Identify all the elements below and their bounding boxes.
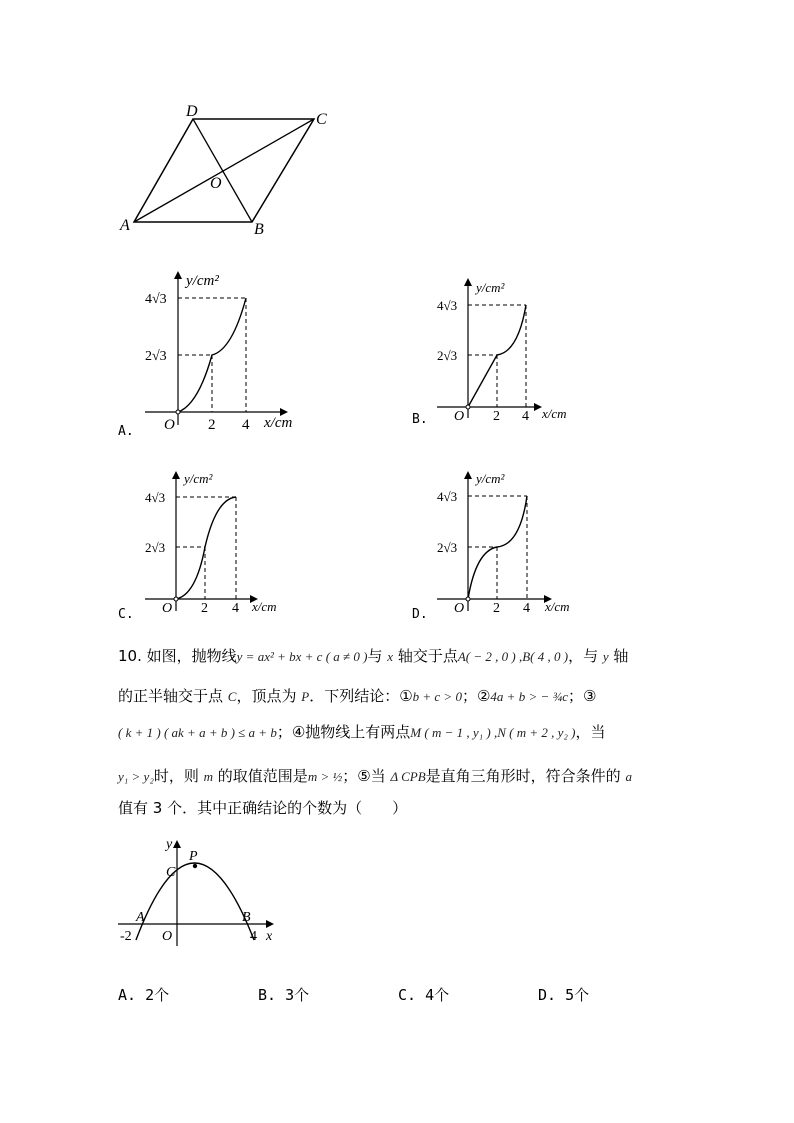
option-a-label: A. xyxy=(118,424,134,439)
y-tick-high: 4√3 xyxy=(145,292,167,307)
points-mn: M ( m − 1 , y₁ ) ,N ( m + 2 , y₂ ) xyxy=(410,725,576,740)
q-text-span: 时，则 xyxy=(153,767,204,785)
q-text-span: 是直角三角形时，符合条件的 xyxy=(425,767,626,785)
origin-label: O xyxy=(454,409,465,424)
conclusion-1: b + c > 0 xyxy=(412,689,462,704)
x-tick-4: 4 xyxy=(232,601,239,616)
label-y: y xyxy=(166,837,173,852)
choice-c[interactable]: C. 4个 xyxy=(398,986,450,1004)
vertex-p-dot xyxy=(193,864,197,868)
q-text-span: ．下列结论：① xyxy=(309,687,413,705)
point-c: C xyxy=(227,689,237,704)
var-x: x xyxy=(387,649,394,664)
label-c: C xyxy=(166,865,176,880)
question-number: 10. xyxy=(118,647,142,665)
points-ab: A( − 2 , 0 ) ,B( 4 , 0 ) xyxy=(457,649,569,664)
option-d-label: D. xyxy=(412,607,428,622)
question-10-line-4 xyxy=(118,766,698,787)
label-a: A xyxy=(120,217,130,234)
x-tick-2: 2 xyxy=(201,601,208,616)
q-text-span: 的正半轴交于点 xyxy=(118,687,228,705)
x-tick-2: 2 xyxy=(208,417,216,433)
origin-dot xyxy=(176,410,180,414)
q-text-span: ；③ xyxy=(568,687,597,705)
label-a: A xyxy=(136,910,145,925)
q-text-span: 的取值范围是 xyxy=(213,767,308,785)
label-x: x xyxy=(266,929,273,944)
origin-dot xyxy=(174,597,178,601)
label-o: O xyxy=(162,929,173,944)
label-d: D xyxy=(186,103,198,120)
choice-a[interactable]: A. 2个 xyxy=(118,986,170,1004)
x-axis-label: x/cm xyxy=(252,599,277,614)
y-axis-label: y/cm² xyxy=(186,273,219,289)
q-text-span: ；⑤当 xyxy=(342,767,391,785)
q-text-span: 轴交于点 xyxy=(393,647,458,665)
x-tick-2: 2 xyxy=(493,409,500,424)
q-text-span: ；④抛物线上有两点 xyxy=(276,723,411,741)
label-4: 4 xyxy=(250,929,257,944)
conclusion-3: ( k + 1 ) ( ak + a + b ) ≤ a + b xyxy=(118,725,277,740)
label-c: C xyxy=(316,111,327,128)
label-b: B xyxy=(242,910,251,925)
question-10-line-1 xyxy=(118,646,698,667)
x-tick-4: 4 xyxy=(523,601,530,616)
conclusion-2: 4a + b > − ¾c xyxy=(490,689,569,704)
y-arrow xyxy=(172,471,180,479)
q-text-span: 与 xyxy=(367,647,388,665)
graph-option-b xyxy=(432,272,602,432)
question-10-line-5: 值有 3 个．其中正确结论的个数为（ ） xyxy=(118,799,408,817)
rhombus-figure xyxy=(110,100,350,240)
q-text-span: ，顶点为 xyxy=(236,687,302,705)
x-tick-2: 2 xyxy=(493,601,500,616)
y-tick-low: 2√3 xyxy=(145,540,166,555)
var-m: m xyxy=(203,769,214,784)
label-o: O xyxy=(210,175,222,192)
option-b-label: B. xyxy=(412,412,428,427)
triangle-cpb: Δ CPB xyxy=(390,769,426,784)
point-p: P xyxy=(301,689,310,704)
origin-dot xyxy=(466,597,470,601)
m-range: m > ½ xyxy=(307,769,343,784)
x-axis-label: x/cm xyxy=(542,406,567,421)
choice-b[interactable]: B. 3个 xyxy=(258,986,310,1004)
var-y: y xyxy=(602,649,609,664)
origin-dot xyxy=(466,405,470,409)
question-10-line-2 xyxy=(118,686,698,707)
curve xyxy=(176,497,236,599)
y-tick-low: 2√3 xyxy=(145,349,167,364)
y-axis-label: y/cm² xyxy=(184,471,213,486)
graph-option-d xyxy=(432,465,602,625)
label-b: B xyxy=(254,221,264,238)
y-tick-low: 2√3 xyxy=(437,348,458,363)
q-text-span: ，与 xyxy=(568,647,603,665)
y-arrow xyxy=(174,271,182,279)
y-arrow xyxy=(464,471,472,479)
y-tick-low: 2√3 xyxy=(437,540,458,555)
origin-label: O xyxy=(164,417,175,433)
x-tick-4: 4 xyxy=(522,409,529,424)
graph-option-a xyxy=(140,265,320,435)
x-arrow xyxy=(266,920,274,928)
y-arrow xyxy=(464,278,472,286)
parabola-curve xyxy=(136,863,254,940)
parabola-equation: y = ax² + bx + c ( a ≠ 0 ) xyxy=(236,649,368,664)
diagonal-ac xyxy=(134,119,314,222)
diagonal-bd xyxy=(193,119,252,222)
y-axis-label: y/cm² xyxy=(476,280,505,295)
y-tick-high: 4√3 xyxy=(437,298,458,313)
q-text-span: ；② xyxy=(461,687,491,705)
y-axis-label: y/cm² xyxy=(476,471,505,486)
q-text-span: 轴 xyxy=(608,647,629,665)
question-10-line-3 xyxy=(118,722,698,743)
label-neg2: -2 xyxy=(120,929,132,944)
q-text-span: 如图，抛物线 xyxy=(146,647,237,665)
y-tick-high: 4√3 xyxy=(437,489,458,504)
x-axis-label: x/cm xyxy=(264,415,293,431)
origin-label: O xyxy=(162,601,173,616)
y-tick-high: 4√3 xyxy=(145,490,166,505)
label-p: P xyxy=(189,849,198,864)
parabola-figure xyxy=(118,836,288,948)
option-c-label: C. xyxy=(118,607,134,622)
graph-option-c xyxy=(140,465,310,625)
x-arrow xyxy=(534,403,542,411)
x-tick-4: 4 xyxy=(242,417,250,433)
q-text-span: ，当 xyxy=(575,723,606,741)
choice-d[interactable]: D. 5个 xyxy=(538,986,590,1004)
y-arrow xyxy=(173,840,181,848)
origin-label: O xyxy=(454,601,465,616)
var-a: a xyxy=(625,769,632,784)
x-axis-label: x/cm xyxy=(545,599,570,614)
y-compare: y₁ > y₂ xyxy=(118,769,154,784)
